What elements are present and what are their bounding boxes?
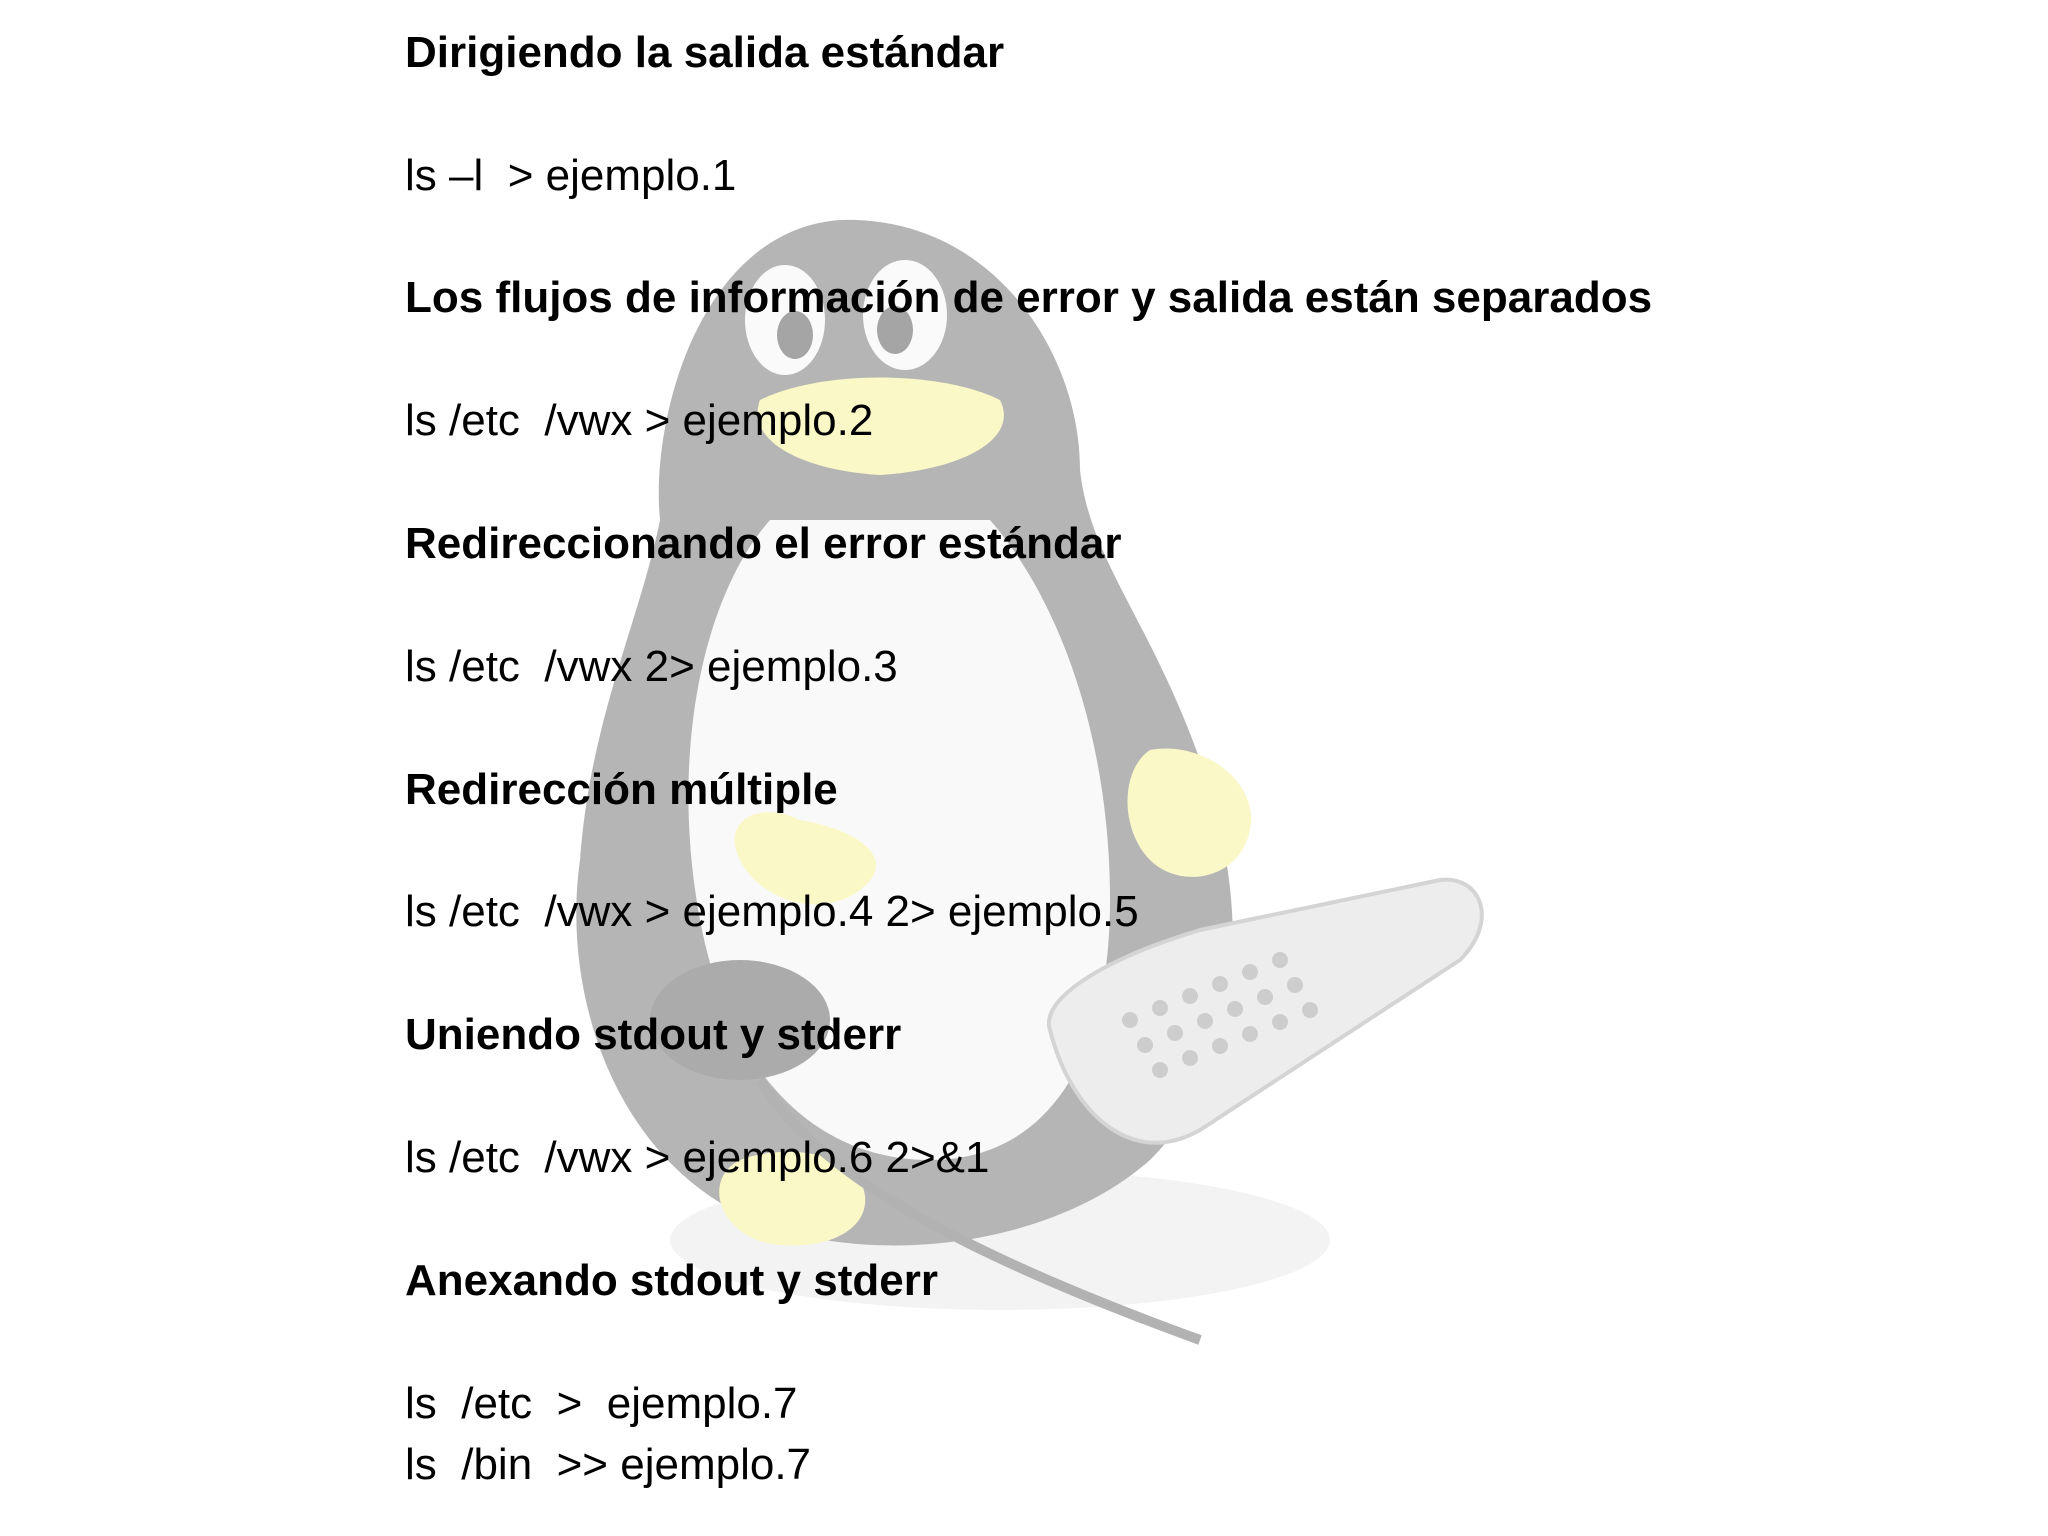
heading-standard-output: Dirigiendo la salida estándar [405,28,1005,77]
heading-redirect-stderr: Redireccionando el error estándar [405,519,1122,568]
command-ejemplo-7-write: ls /etc > ejemplo.7 [405,1379,798,1428]
heading-append-stdout-stderr: Anexando stdout y stderr [405,1256,938,1305]
heading-join-stdout-stderr: Uniendo stdout y stderr [405,1010,902,1059]
command-ejemplo-6: ls /etc /vwx > ejemplo.6 2>&1 [405,1133,990,1182]
heading-multiple-redirection: Redirección múltiple [405,765,838,814]
command-ejemplo-2: ls /etc /vwx > ejemplo.2 [405,396,874,445]
command-ejemplo-3: ls /etc /vwx 2> ejemplo.3 [405,642,898,691]
command-ejemplo-4-5: ls /etc /vwx > ejemplo.4 2> ejemplo.5 [405,887,1139,936]
command-ejemplo-7-append: ls /bin >> ejemplo.7 [405,1440,812,1489]
command-ejemplo-1: ls –l > ejemplo.1 [405,151,737,200]
heading-separate-streams: Los flujos de información de error y salida están separados [405,273,1653,322]
